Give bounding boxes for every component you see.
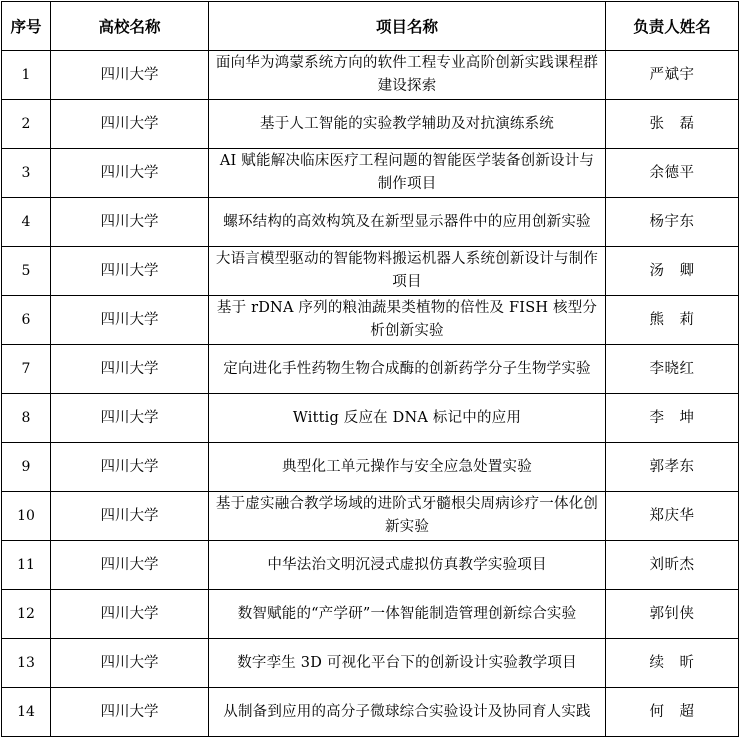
project-name-cell: 数智赋能的“产学研”一体智能制造管理创新综合实验 [209,590,606,639]
serial-number-cell: 3 [2,149,51,198]
leader-name-cell: 张 磊 [606,100,739,149]
leader-name-cell: 刘昕杰 [606,541,739,590]
school-name-cell: 四川大学 [51,149,209,198]
table-body [2,51,739,737]
leader-name-cell: 郭钊侠 [606,590,739,639]
table-row [2,394,739,443]
school-name-cell: 四川大学 [51,296,209,345]
school-name-cell: 四川大学 [51,590,209,639]
serial-number-cell: 4 [2,198,51,247]
school-name-cell: 四川大学 [51,345,209,394]
school-name-cell: 四川大学 [51,51,209,100]
project-name-cell: Wittig 反应在 DNA 标记中的应用 [209,394,606,443]
leader-name-cell: 严斌宇 [606,51,739,100]
school-name-cell: 四川大学 [51,639,209,688]
table-row [2,100,739,149]
table-row [2,198,739,247]
header-row [2,2,739,51]
serial-number-cell: 12 [2,590,51,639]
table-header [2,2,739,51]
school-name-cell: 四川大学 [51,198,209,247]
serial-number-cell: 10 [2,492,51,541]
table-row [2,639,739,688]
school-name-cell: 四川大学 [51,688,209,737]
project-name-cell: 螺环结构的高效构筑及在新型显示器件中的应用创新实验 [209,198,606,247]
serial-number-cell: 14 [2,688,51,737]
school-name-cell: 四川大学 [51,541,209,590]
leader-name-cell: 郭孝东 [606,443,739,492]
leader-name-cell: 汤 卿 [606,247,739,296]
school-name-cell: 四川大学 [51,492,209,541]
table-row [2,149,739,198]
header-leader-name: 负责人姓名 [606,2,739,51]
header-serial-number: 序号 [2,2,51,51]
project-name-cell: 中华法治文明沉浸式虚拟仿真教学实验项目 [209,541,606,590]
serial-number-cell: 1 [2,51,51,100]
serial-number-cell: 7 [2,345,51,394]
header-project-name: 项目名称 [209,2,606,51]
table-row [2,688,739,737]
leader-name-cell: 余德平 [606,149,739,198]
school-name-cell: 四川大学 [51,247,209,296]
project-name-cell: 基于 rDNA 序列的粮油蔬果类植物的倍性及 FISH 核型分析创新实验 [209,296,606,345]
leader-name-cell: 续 昕 [606,639,739,688]
project-name-cell: 数字孪生 3D 可视化平台下的创新设计实验教学项目 [209,639,606,688]
school-name-cell: 四川大学 [51,443,209,492]
table-row [2,492,739,541]
project-name-cell: 典型化工单元操作与安全应急处置实验 [209,443,606,492]
project-name-cell: 面向华为鸿蒙系统方向的软件工程专业高阶创新实践课程群建设探索 [209,51,606,100]
table-row [2,590,739,639]
leader-name-cell: 李晓红 [606,345,739,394]
serial-number-cell: 2 [2,100,51,149]
table-row [2,296,739,345]
project-name-cell: 从制备到应用的高分子微球综合实验设计及协同育人实践 [209,688,606,737]
project-name-cell: 大语言模型驱动的智能物料搬运机器人系统创新设计与制作项目 [209,247,606,296]
header-school-name: 高校名称 [51,2,209,51]
school-name-cell: 四川大学 [51,394,209,443]
table-row [2,443,739,492]
project-name-cell: AI 赋能解决临床医疗工程问题的智能医学装备创新设计与制作项目 [209,149,606,198]
leader-name-cell: 何 超 [606,688,739,737]
project-table [1,1,739,737]
leader-name-cell: 杨宇东 [606,198,739,247]
leader-name-cell: 李 坤 [606,394,739,443]
project-name-cell: 定向进化手性药物生物合成酶的创新药学分子生物学实验 [209,345,606,394]
serial-number-cell: 9 [2,443,51,492]
table-row [2,51,739,100]
table-row [2,541,739,590]
serial-number-cell: 13 [2,639,51,688]
leader-name-cell: 郑庆华 [606,492,739,541]
table-row [2,247,739,296]
serial-number-cell: 6 [2,296,51,345]
project-name-cell: 基于人工智能的实验教学辅助及对抗演练系统 [209,100,606,149]
table-row [2,345,739,394]
serial-number-cell: 8 [2,394,51,443]
serial-number-cell: 11 [2,541,51,590]
school-name-cell: 四川大学 [51,100,209,149]
leader-name-cell: 熊 莉 [606,296,739,345]
serial-number-cell: 5 [2,247,51,296]
project-name-cell: 基于虚实融合教学场域的进阶式牙髓根尖周病诊疗一体化创新实验 [209,492,606,541]
